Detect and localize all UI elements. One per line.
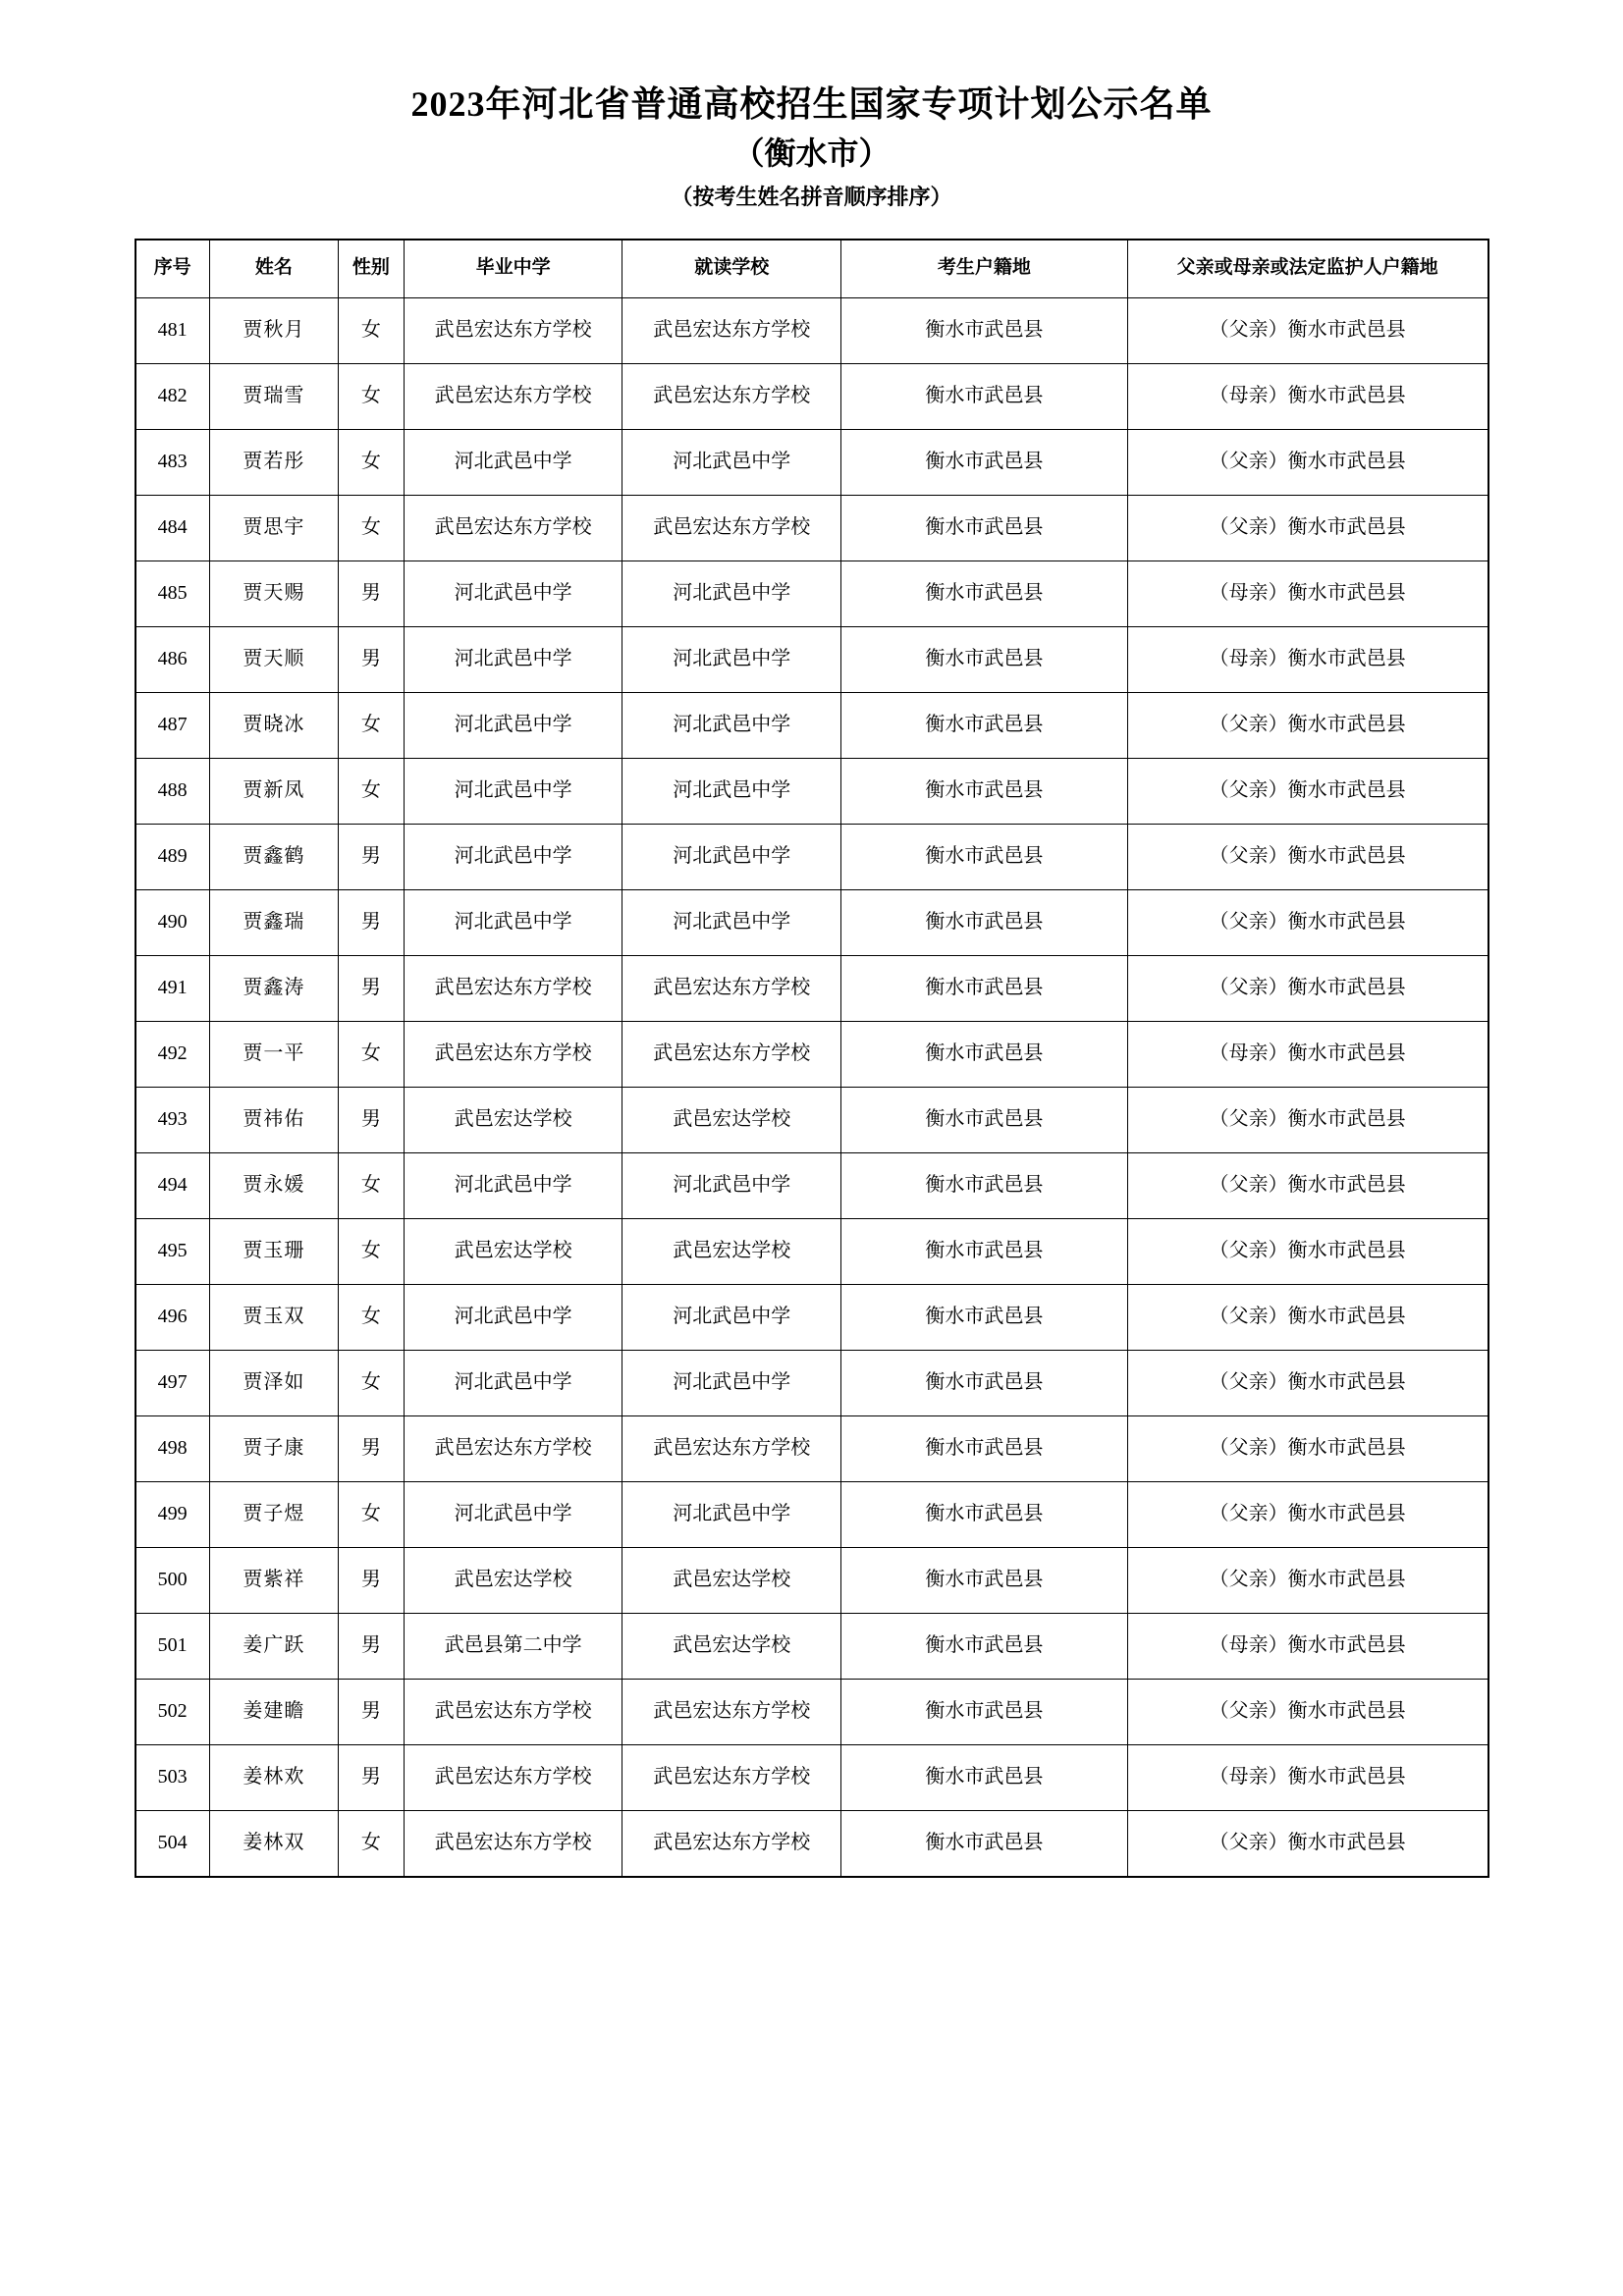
table-row <box>135 1547 1488 1613</box>
cell-gender: 女 <box>339 1810 405 1877</box>
cell-student-residence: 衡水市武邑县 <box>841 1350 1128 1415</box>
cell-attending-school: 河北武邑中学 <box>622 1284 841 1350</box>
cell-student-residence: 衡水市武邑县 <box>841 758 1128 824</box>
cell-guardian-residence: （母亲）衡水市武邑县 <box>1127 363 1488 429</box>
cell-student-residence: 衡水市武邑县 <box>841 1810 1128 1877</box>
cell-attending-school: 武邑宏达东方学校 <box>622 1415 841 1481</box>
cell-name: 贾晓冰 <box>209 692 338 758</box>
cell-graduating-school: 武邑县第二中学 <box>404 1613 622 1679</box>
cell-gender: 女 <box>339 495 405 561</box>
cell-attending-school: 武邑宏达东方学校 <box>622 363 841 429</box>
cell-student-residence: 衡水市武邑县 <box>841 561 1128 626</box>
sort-order-note: （按考生姓名拼音顺序排序） <box>671 184 952 209</box>
cell-attending-school: 武邑宏达东方学校 <box>622 955 841 1021</box>
cell-index: 501 <box>135 1613 210 1679</box>
cell-student-residence: 衡水市武邑县 <box>841 1021 1128 1087</box>
cell-attending-school: 武邑宏达学校 <box>622 1613 841 1679</box>
cell-graduating-school: 河北武邑中学 <box>404 692 622 758</box>
cell-graduating-school: 武邑宏达学校 <box>404 1087 622 1152</box>
cell-gender: 女 <box>339 1284 405 1350</box>
cell-gender: 男 <box>339 1613 405 1679</box>
cell-index: 503 <box>135 1744 210 1810</box>
column-header-name: 姓名 <box>209 240 338 298</box>
cell-student-residence: 衡水市武邑县 <box>841 1613 1128 1679</box>
cell-graduating-school: 武邑宏达东方学校 <box>404 495 622 561</box>
cell-guardian-residence: （父亲）衡水市武邑县 <box>1127 889 1488 955</box>
cell-name: 贾玉珊 <box>209 1218 338 1284</box>
table-row <box>135 1810 1488 1877</box>
table-row <box>135 955 1488 1021</box>
cell-attending-school: 河北武邑中学 <box>622 758 841 824</box>
cell-graduating-school: 河北武邑中学 <box>404 1350 622 1415</box>
cell-gender: 女 <box>339 429 405 495</box>
table-row <box>135 1152 1488 1218</box>
cell-gender: 女 <box>339 1481 405 1547</box>
column-header-gender: 性别 <box>339 240 405 298</box>
cell-gender: 男 <box>339 955 405 1021</box>
column-header-guardian-residence: 父亲或母亲或法定监护人户籍地 <box>1127 240 1488 298</box>
cell-student-residence: 衡水市武邑县 <box>841 1218 1128 1284</box>
cell-gender: 男 <box>339 1415 405 1481</box>
cell-index: 490 <box>135 889 210 955</box>
cell-gender: 男 <box>339 824 405 889</box>
cell-guardian-residence: （父亲）衡水市武邑县 <box>1127 1218 1488 1284</box>
cell-student-residence: 衡水市武邑县 <box>841 495 1128 561</box>
cell-name: 贾天顺 <box>209 626 338 692</box>
cell-name: 贾鑫瑞 <box>209 889 338 955</box>
cell-gender: 男 <box>339 889 405 955</box>
cell-name: 贾思宇 <box>209 495 338 561</box>
cell-index: 485 <box>135 561 210 626</box>
roster-table <box>135 239 1489 1878</box>
cell-name: 贾新凤 <box>209 758 338 824</box>
table-row <box>135 1679 1488 1744</box>
cell-guardian-residence: （父亲）衡水市武邑县 <box>1127 495 1488 561</box>
table-row <box>135 824 1488 889</box>
cell-gender: 男 <box>339 1744 405 1810</box>
cell-student-residence: 衡水市武邑县 <box>841 1087 1128 1152</box>
cell-index: 502 <box>135 1679 210 1744</box>
cell-graduating-school: 武邑宏达东方学校 <box>404 363 622 429</box>
cell-guardian-residence: （父亲）衡水市武邑县 <box>1127 297 1488 363</box>
cell-index: 504 <box>135 1810 210 1877</box>
cell-guardian-residence: （父亲）衡水市武邑县 <box>1127 429 1488 495</box>
roster-table-container <box>135 239 1489 1878</box>
cell-name: 贾子康 <box>209 1415 338 1481</box>
cell-index: 491 <box>135 955 210 1021</box>
cell-graduating-school: 武邑宏达东方学校 <box>404 297 622 363</box>
column-header-attending-school: 就读学校 <box>622 240 841 298</box>
cell-graduating-school: 河北武邑中学 <box>404 429 622 495</box>
cell-name: 贾若彤 <box>209 429 338 495</box>
cell-attending-school: 河北武邑中学 <box>622 824 841 889</box>
cell-guardian-residence: （父亲）衡水市武邑县 <box>1127 1679 1488 1744</box>
cell-guardian-residence: （父亲）衡水市武邑县 <box>1127 1087 1488 1152</box>
cell-student-residence: 衡水市武邑县 <box>841 1284 1128 1350</box>
cell-index: 481 <box>135 297 210 363</box>
table-row <box>135 889 1488 955</box>
cell-student-residence: 衡水市武邑县 <box>841 297 1128 363</box>
cell-attending-school: 武邑宏达学校 <box>622 1087 841 1152</box>
cell-name: 贾鑫涛 <box>209 955 338 1021</box>
cell-gender: 女 <box>339 692 405 758</box>
table-row <box>135 626 1488 692</box>
cell-student-residence: 衡水市武邑县 <box>841 692 1128 758</box>
cell-guardian-residence: （父亲）衡水市武邑县 <box>1127 758 1488 824</box>
cell-guardian-residence: （母亲）衡水市武邑县 <box>1127 1021 1488 1087</box>
cell-guardian-residence: （母亲）衡水市武邑县 <box>1127 1744 1488 1810</box>
cell-name: 贾玉双 <box>209 1284 338 1350</box>
cell-guardian-residence: （父亲）衡水市武邑县 <box>1127 1547 1488 1613</box>
column-header-index: 序号 <box>135 240 210 298</box>
cell-name: 姜广跃 <box>209 1613 338 1679</box>
cell-attending-school: 武邑宏达东方学校 <box>622 1810 841 1877</box>
cell-attending-school: 河北武邑中学 <box>622 692 841 758</box>
cell-name: 贾泽如 <box>209 1350 338 1415</box>
cell-name: 姜林欢 <box>209 1744 338 1810</box>
table-row <box>135 429 1488 495</box>
cell-gender: 女 <box>339 1218 405 1284</box>
cell-attending-school: 武邑宏达东方学校 <box>622 1021 841 1087</box>
table-row <box>135 1218 1488 1284</box>
cell-name: 姜林双 <box>209 1810 338 1877</box>
cell-guardian-residence: （母亲）衡水市武邑县 <box>1127 561 1488 626</box>
cell-attending-school: 河北武邑中学 <box>622 1350 841 1415</box>
cell-graduating-school: 武邑宏达东方学校 <box>404 1744 622 1810</box>
table-row <box>135 1087 1488 1152</box>
cell-guardian-residence: （父亲）衡水市武邑县 <box>1127 1284 1488 1350</box>
cell-student-residence: 衡水市武邑县 <box>841 889 1128 955</box>
cell-index: 496 <box>135 1284 210 1350</box>
cell-index: 486 <box>135 626 210 692</box>
table-header-row <box>135 240 1488 298</box>
cell-index: 495 <box>135 1218 210 1284</box>
cell-index: 483 <box>135 429 210 495</box>
cell-graduating-school: 河北武邑中学 <box>404 889 622 955</box>
cell-attending-school: 河北武邑中学 <box>622 561 841 626</box>
cell-graduating-school: 河北武邑中学 <box>404 1152 622 1218</box>
cell-name: 贾鑫鹤 <box>209 824 338 889</box>
cell-name: 贾祎佑 <box>209 1087 338 1152</box>
table-row <box>135 297 1488 363</box>
cell-graduating-school: 河北武邑中学 <box>404 1284 622 1350</box>
cell-student-residence: 衡水市武邑县 <box>841 955 1128 1021</box>
cell-gender: 女 <box>339 1152 405 1218</box>
cell-name: 贾子煜 <box>209 1481 338 1547</box>
cell-student-residence: 衡水市武邑县 <box>841 1547 1128 1613</box>
cell-student-residence: 衡水市武邑县 <box>841 1481 1128 1547</box>
table-row <box>135 363 1488 429</box>
cell-student-residence: 衡水市武邑县 <box>841 363 1128 429</box>
cell-graduating-school: 武邑宏达东方学校 <box>404 1415 622 1481</box>
table-row <box>135 1415 1488 1481</box>
cell-student-residence: 衡水市武邑县 <box>841 626 1128 692</box>
table-row <box>135 495 1488 561</box>
table-row <box>135 758 1488 824</box>
cell-graduating-school: 武邑宏达学校 <box>404 1218 622 1284</box>
page-title: 2023年河北省普通高校招生国家专项计划公示名单 <box>410 84 1213 124</box>
cell-attending-school: 河北武邑中学 <box>622 1152 841 1218</box>
cell-gender: 男 <box>339 1547 405 1613</box>
cell-student-residence: 衡水市武邑县 <box>841 1415 1128 1481</box>
cell-index: 484 <box>135 495 210 561</box>
cell-index: 482 <box>135 363 210 429</box>
cell-gender: 男 <box>339 1087 405 1152</box>
cell-graduating-school: 河北武邑中学 <box>404 626 622 692</box>
cell-graduating-school: 河北武邑中学 <box>404 758 622 824</box>
cell-graduating-school: 武邑宏达东方学校 <box>404 955 622 1021</box>
cell-gender: 女 <box>339 1021 405 1087</box>
cell-name: 贾秋月 <box>209 297 338 363</box>
cell-graduating-school: 武邑宏达东方学校 <box>404 1021 622 1087</box>
cell-guardian-residence: （父亲）衡水市武邑县 <box>1127 1350 1488 1415</box>
cell-name: 姜建瞻 <box>209 1679 338 1744</box>
page-subtitle: （衡水市） <box>732 134 891 171</box>
cell-student-residence: 衡水市武邑县 <box>841 1152 1128 1218</box>
cell-guardian-residence: （父亲）衡水市武邑县 <box>1127 1152 1488 1218</box>
table-row <box>135 1744 1488 1810</box>
cell-name: 贾一平 <box>209 1021 338 1087</box>
cell-index: 489 <box>135 824 210 889</box>
column-header-graduating-school: 毕业中学 <box>404 240 622 298</box>
cell-attending-school: 武邑宏达学校 <box>622 1547 841 1613</box>
cell-attending-school: 河北武邑中学 <box>622 429 841 495</box>
table-row <box>135 1350 1488 1415</box>
cell-student-residence: 衡水市武邑县 <box>841 1679 1128 1744</box>
table-row <box>135 692 1488 758</box>
cell-gender: 男 <box>339 1679 405 1744</box>
cell-gender: 女 <box>339 297 405 363</box>
cell-attending-school: 武邑宏达东方学校 <box>622 495 841 561</box>
table-row <box>135 1021 1488 1087</box>
cell-name: 贾天赐 <box>209 561 338 626</box>
cell-gender: 女 <box>339 758 405 824</box>
cell-attending-school: 河北武邑中学 <box>622 626 841 692</box>
cell-attending-school: 河北武邑中学 <box>622 889 841 955</box>
cell-graduating-school: 河北武邑中学 <box>404 1481 622 1547</box>
table-body <box>135 297 1488 1877</box>
table-row <box>135 561 1488 626</box>
cell-graduating-school: 河北武邑中学 <box>404 561 622 626</box>
cell-gender: 男 <box>339 626 405 692</box>
cell-name: 贾紫祥 <box>209 1547 338 1613</box>
cell-guardian-residence: （父亲）衡水市武邑县 <box>1127 1810 1488 1877</box>
cell-attending-school: 武邑宏达东方学校 <box>622 1679 841 1744</box>
cell-index: 494 <box>135 1152 210 1218</box>
cell-guardian-residence: （父亲）衡水市武邑县 <box>1127 955 1488 1021</box>
cell-name: 贾永媛 <box>209 1152 338 1218</box>
table-row <box>135 1284 1488 1350</box>
cell-index: 488 <box>135 758 210 824</box>
cell-guardian-residence: （父亲）衡水市武邑县 <box>1127 1415 1488 1481</box>
cell-graduating-school: 武邑宏达学校 <box>404 1547 622 1613</box>
title-block <box>0 0 1623 213</box>
table-header <box>135 240 1488 298</box>
cell-guardian-residence: （母亲）衡水市武邑县 <box>1127 626 1488 692</box>
cell-index: 500 <box>135 1547 210 1613</box>
cell-graduating-school: 武邑宏达东方学校 <box>404 1679 622 1744</box>
cell-index: 499 <box>135 1481 210 1547</box>
cell-attending-school: 武邑宏达东方学校 <box>622 1744 841 1810</box>
cell-gender: 女 <box>339 1350 405 1415</box>
cell-attending-school: 武邑宏达学校 <box>622 1218 841 1284</box>
cell-graduating-school: 武邑宏达东方学校 <box>404 1810 622 1877</box>
column-header-student-residence: 考生户籍地 <box>841 240 1128 298</box>
cell-guardian-residence: （父亲）衡水市武邑县 <box>1127 824 1488 889</box>
cell-index: 497 <box>135 1350 210 1415</box>
cell-student-residence: 衡水市武邑县 <box>841 824 1128 889</box>
cell-index: 493 <box>135 1087 210 1152</box>
cell-index: 498 <box>135 1415 210 1481</box>
cell-index: 487 <box>135 692 210 758</box>
cell-attending-school: 河北武邑中学 <box>622 1481 841 1547</box>
cell-guardian-residence: （父亲）衡水市武邑县 <box>1127 692 1488 758</box>
table-row <box>135 1481 1488 1547</box>
cell-guardian-residence: （父亲）衡水市武邑县 <box>1127 1481 1488 1547</box>
cell-graduating-school: 河北武邑中学 <box>404 824 622 889</box>
cell-student-residence: 衡水市武邑县 <box>841 429 1128 495</box>
cell-guardian-residence: （母亲）衡水市武邑县 <box>1127 1613 1488 1679</box>
cell-attending-school: 武邑宏达东方学校 <box>622 297 841 363</box>
cell-gender: 女 <box>339 363 405 429</box>
cell-student-residence: 衡水市武邑县 <box>841 1744 1128 1810</box>
cell-name: 贾瑞雪 <box>209 363 338 429</box>
cell-gender: 男 <box>339 561 405 626</box>
cell-index: 492 <box>135 1021 210 1087</box>
table-row <box>135 1613 1488 1679</box>
